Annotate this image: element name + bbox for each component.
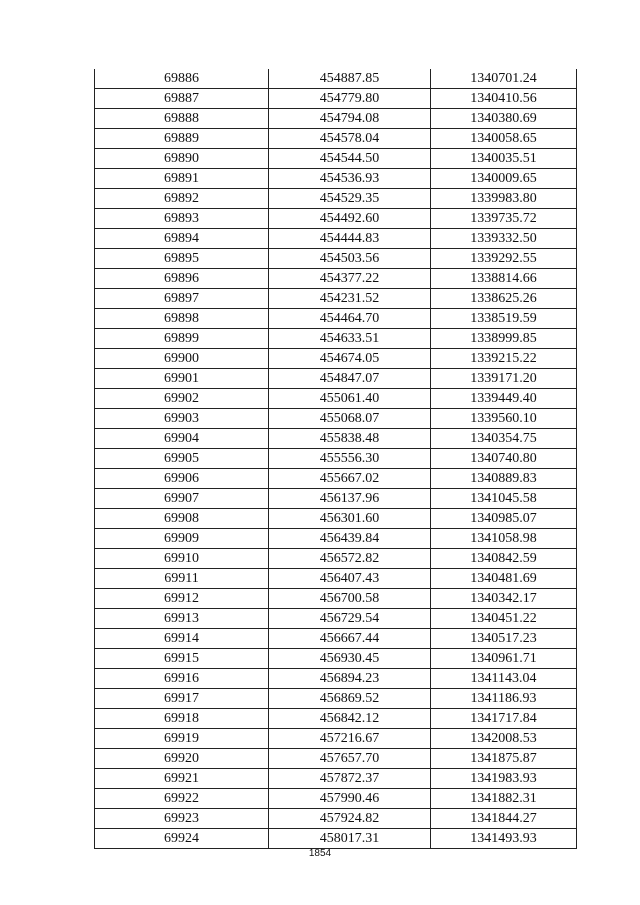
x-coordinate-cell: 456930.45: [269, 649, 431, 669]
point-id-cell: 69906: [95, 469, 269, 489]
y-coordinate-cell: 1340380.69: [431, 109, 577, 129]
x-coordinate-cell: 456301.60: [269, 509, 431, 529]
table-row: [95, 829, 577, 849]
point-id-cell: 69915: [95, 649, 269, 669]
point-id-cell: 69912: [95, 589, 269, 609]
point-id-cell: 69907: [95, 489, 269, 509]
table-row: [95, 449, 577, 469]
y-coordinate-cell: 1339215.22: [431, 349, 577, 369]
y-coordinate-cell: 1339171.20: [431, 369, 577, 389]
table-row: [95, 689, 577, 709]
point-id-cell: 69894: [95, 229, 269, 249]
table-row: [95, 389, 577, 409]
table-row: [95, 189, 577, 209]
point-id-cell: 69904: [95, 429, 269, 449]
x-coordinate-cell: 457990.46: [269, 789, 431, 809]
point-id-cell: 69888: [95, 109, 269, 129]
y-coordinate-cell: 1340701.24: [431, 69, 577, 89]
x-coordinate-cell: 455838.48: [269, 429, 431, 449]
point-id-cell: 69921: [95, 769, 269, 789]
point-id-cell: 69891: [95, 169, 269, 189]
y-coordinate-cell: 1341058.98: [431, 529, 577, 549]
point-id-cell: 69924: [95, 829, 269, 849]
point-id-cell: 69910: [95, 549, 269, 569]
point-id-cell: 69919: [95, 729, 269, 749]
table-row: [95, 469, 577, 489]
x-coordinate-cell: 456842.12: [269, 709, 431, 729]
x-coordinate-cell: 454633.51: [269, 329, 431, 349]
table-row: [95, 249, 577, 269]
coordinates-table-body: [95, 69, 577, 849]
x-coordinate-cell: 455061.40: [269, 389, 431, 409]
table-row: [95, 769, 577, 789]
table-row: [95, 789, 577, 809]
table-row: [95, 109, 577, 129]
y-coordinate-cell: 1341045.58: [431, 489, 577, 509]
y-coordinate-cell: 1340481.69: [431, 569, 577, 589]
y-coordinate-cell: 1340058.65: [431, 129, 577, 149]
x-coordinate-cell: 456729.54: [269, 609, 431, 629]
y-coordinate-cell: 1340517.23: [431, 629, 577, 649]
x-coordinate-cell: 457924.82: [269, 809, 431, 829]
table-row: [95, 409, 577, 429]
table-row: [95, 649, 577, 669]
y-coordinate-cell: 1340842.59: [431, 549, 577, 569]
y-coordinate-cell: 1339560.10: [431, 409, 577, 429]
table-row: [95, 729, 577, 749]
point-id-cell: 69900: [95, 349, 269, 369]
y-coordinate-cell: 1339332.50: [431, 229, 577, 249]
point-id-cell: 69908: [95, 509, 269, 529]
x-coordinate-cell: 455556.30: [269, 449, 431, 469]
y-coordinate-cell: 1341882.31: [431, 789, 577, 809]
point-id-cell: 69892: [95, 189, 269, 209]
y-coordinate-cell: 1340342.17: [431, 589, 577, 609]
point-id-cell: 69922: [95, 789, 269, 809]
point-id-cell: 69923: [95, 809, 269, 829]
y-coordinate-cell: 1339983.80: [431, 189, 577, 209]
x-coordinate-cell: 458017.31: [269, 829, 431, 849]
point-id-cell: 69898: [95, 309, 269, 329]
x-coordinate-cell: 454444.83: [269, 229, 431, 249]
x-coordinate-cell: 456572.82: [269, 549, 431, 569]
point-id-cell: 69902: [95, 389, 269, 409]
x-coordinate-cell: 454578.04: [269, 129, 431, 149]
table-row: [95, 349, 577, 369]
y-coordinate-cell: 1341493.93: [431, 829, 577, 849]
table-row: [95, 89, 577, 109]
point-id-cell: 69889: [95, 129, 269, 149]
table-row: [95, 289, 577, 309]
x-coordinate-cell: 454464.70: [269, 309, 431, 329]
point-id-cell: 69893: [95, 209, 269, 229]
table-row: [95, 669, 577, 689]
point-id-cell: 69909: [95, 529, 269, 549]
table-row: [95, 589, 577, 609]
x-coordinate-cell: 455667.02: [269, 469, 431, 489]
point-id-cell: 69895: [95, 249, 269, 269]
y-coordinate-cell: 1341875.87: [431, 749, 577, 769]
table-row: [95, 309, 577, 329]
point-id-cell: 69890: [95, 149, 269, 169]
y-coordinate-cell: 1340889.83: [431, 469, 577, 489]
x-coordinate-cell: 457872.37: [269, 769, 431, 789]
x-coordinate-cell: 456439.84: [269, 529, 431, 549]
point-id-cell: 69920: [95, 749, 269, 769]
x-coordinate-cell: 454231.52: [269, 289, 431, 309]
x-coordinate-cell: 454674.05: [269, 349, 431, 369]
y-coordinate-cell: 1340985.07: [431, 509, 577, 529]
y-coordinate-cell: 1340451.22: [431, 609, 577, 629]
table-row: [95, 809, 577, 829]
x-coordinate-cell: 454492.60: [269, 209, 431, 229]
y-coordinate-cell: 1340740.80: [431, 449, 577, 469]
point-id-cell: 69896: [95, 269, 269, 289]
table-row: [95, 169, 577, 189]
x-coordinate-cell: 455068.07: [269, 409, 431, 429]
x-coordinate-cell: 454544.50: [269, 149, 431, 169]
table-row: [95, 749, 577, 769]
y-coordinate-cell: 1341844.27: [431, 809, 577, 829]
table-row: [95, 429, 577, 449]
x-coordinate-cell: 456667.44: [269, 629, 431, 649]
table-row: [95, 149, 577, 169]
point-id-cell: 69916: [95, 669, 269, 689]
y-coordinate-cell: 1339449.40: [431, 389, 577, 409]
point-id-cell: 69914: [95, 629, 269, 649]
y-coordinate-cell: 1341983.93: [431, 769, 577, 789]
y-coordinate-cell: 1338999.85: [431, 329, 577, 349]
x-coordinate-cell: 457216.67: [269, 729, 431, 749]
table-row: [95, 489, 577, 509]
y-coordinate-cell: 1340961.71: [431, 649, 577, 669]
x-coordinate-cell: 456137.96: [269, 489, 431, 509]
x-coordinate-cell: 456407.43: [269, 569, 431, 589]
point-id-cell: 69899: [95, 329, 269, 349]
point-id-cell: 69886: [95, 69, 269, 89]
x-coordinate-cell: 454503.56: [269, 249, 431, 269]
y-coordinate-cell: 1340410.56: [431, 89, 577, 109]
x-coordinate-cell: 454536.93: [269, 169, 431, 189]
table-row: [95, 529, 577, 549]
table-row: [95, 269, 577, 289]
table-row: [95, 209, 577, 229]
y-coordinate-cell: 1339735.72: [431, 209, 577, 229]
y-coordinate-cell: 1338519.59: [431, 309, 577, 329]
x-coordinate-cell: 454529.35: [269, 189, 431, 209]
x-coordinate-cell: 456700.58: [269, 589, 431, 609]
point-id-cell: 69901: [95, 369, 269, 389]
page-number: 1854: [308, 848, 332, 859]
point-id-cell: 69887: [95, 89, 269, 109]
y-coordinate-cell: 1339292.55: [431, 249, 577, 269]
x-coordinate-cell: 454794.08: [269, 109, 431, 129]
y-coordinate-cell: 1340035.51: [431, 149, 577, 169]
table-row: [95, 129, 577, 149]
point-id-cell: 69911: [95, 569, 269, 589]
y-coordinate-cell: 1340009.65: [431, 169, 577, 189]
x-coordinate-cell: 456869.52: [269, 689, 431, 709]
x-coordinate-cell: 454377.22: [269, 269, 431, 289]
x-coordinate-cell: 456894.23: [269, 669, 431, 689]
table-row: [95, 69, 577, 89]
y-coordinate-cell: 1341186.93: [431, 689, 577, 709]
point-id-cell: 69897: [95, 289, 269, 309]
y-coordinate-cell: 1340354.75: [431, 429, 577, 449]
y-coordinate-cell: 1341717.84: [431, 709, 577, 729]
table-row: [95, 329, 577, 349]
coordinates-table: [94, 69, 577, 849]
x-coordinate-cell: 454847.07: [269, 369, 431, 389]
point-id-cell: 69903: [95, 409, 269, 429]
point-id-cell: 69913: [95, 609, 269, 629]
y-coordinate-cell: 1341143.04: [431, 669, 577, 689]
point-id-cell: 69905: [95, 449, 269, 469]
point-id-cell: 69917: [95, 689, 269, 709]
table-row: [95, 609, 577, 629]
y-coordinate-cell: 1338625.26: [431, 289, 577, 309]
table-row: [95, 569, 577, 589]
x-coordinate-cell: 457657.70: [269, 749, 431, 769]
table-row: [95, 369, 577, 389]
y-coordinate-cell: 1338814.66: [431, 269, 577, 289]
table-row: [95, 229, 577, 249]
table-row: [95, 709, 577, 729]
y-coordinate-cell: 1342008.53: [431, 729, 577, 749]
table-row: [95, 629, 577, 649]
x-coordinate-cell: 454887.85: [269, 69, 431, 89]
table-row: [95, 509, 577, 529]
table-row: [95, 549, 577, 569]
point-id-cell: 69918: [95, 709, 269, 729]
x-coordinate-cell: 454779.80: [269, 89, 431, 109]
